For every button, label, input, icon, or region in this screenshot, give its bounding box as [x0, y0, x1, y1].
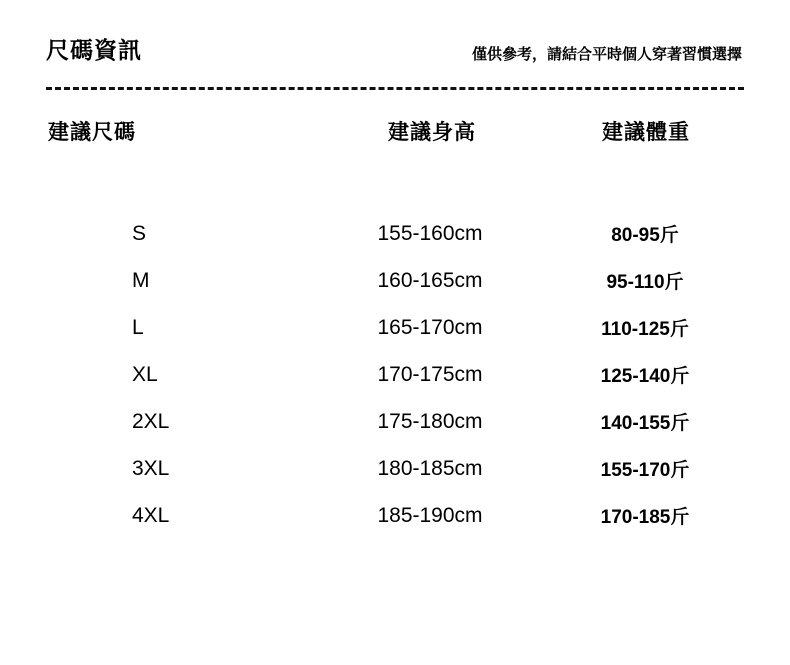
divider: [46, 87, 744, 90]
cell-size: M: [132, 268, 150, 292]
cell-height: 185-190cm: [377, 503, 483, 527]
cell-height: 160-165cm: [377, 268, 483, 292]
column-header-size: 建議尺碼: [48, 121, 136, 144]
table-row: [46, 304, 744, 351]
table-row: [46, 398, 744, 445]
cell-weight: 140-155斤: [600, 413, 690, 434]
cell-weight: 155-170斤: [600, 460, 690, 481]
header-note: 僅供參考，請結合平時個人穿著習慣選擇: [471, 46, 742, 63]
cell-size: 3XL: [132, 456, 170, 480]
cell-weight: 80-95斤: [611, 225, 679, 246]
cell-height: 165-170cm: [377, 315, 483, 339]
cell-height: 180-185cm: [377, 456, 483, 480]
column-header-height: 建議身高: [388, 121, 476, 144]
cell-height: 155-160cm: [377, 221, 483, 245]
cell-size: 4XL: [132, 503, 170, 527]
cell-weight: 110-125斤: [601, 319, 689, 340]
cell-size: XL: [132, 362, 158, 386]
page-title: 尺碼資訊: [46, 37, 142, 63]
cell-height: 175-180cm: [377, 409, 483, 433]
table-row: [46, 351, 744, 398]
column-header-weight: 建議體重: [602, 121, 690, 144]
table-row: [46, 257, 744, 304]
header: [46, 0, 744, 65]
cell-size: L: [132, 315, 144, 339]
table-row: [46, 492, 744, 539]
table-body: [46, 210, 744, 539]
cell-weight: 95-110斤: [606, 272, 684, 293]
cell-height: 170-175cm: [377, 362, 483, 386]
cell-weight: 125-140斤: [600, 366, 690, 387]
table-header-row: [46, 116, 744, 146]
cell-size: S: [132, 221, 147, 245]
table-row: [46, 210, 744, 257]
cell-size: 2XL: [132, 409, 170, 433]
table-row: [46, 445, 744, 492]
cell-weight: 170-185斤: [600, 507, 690, 528]
